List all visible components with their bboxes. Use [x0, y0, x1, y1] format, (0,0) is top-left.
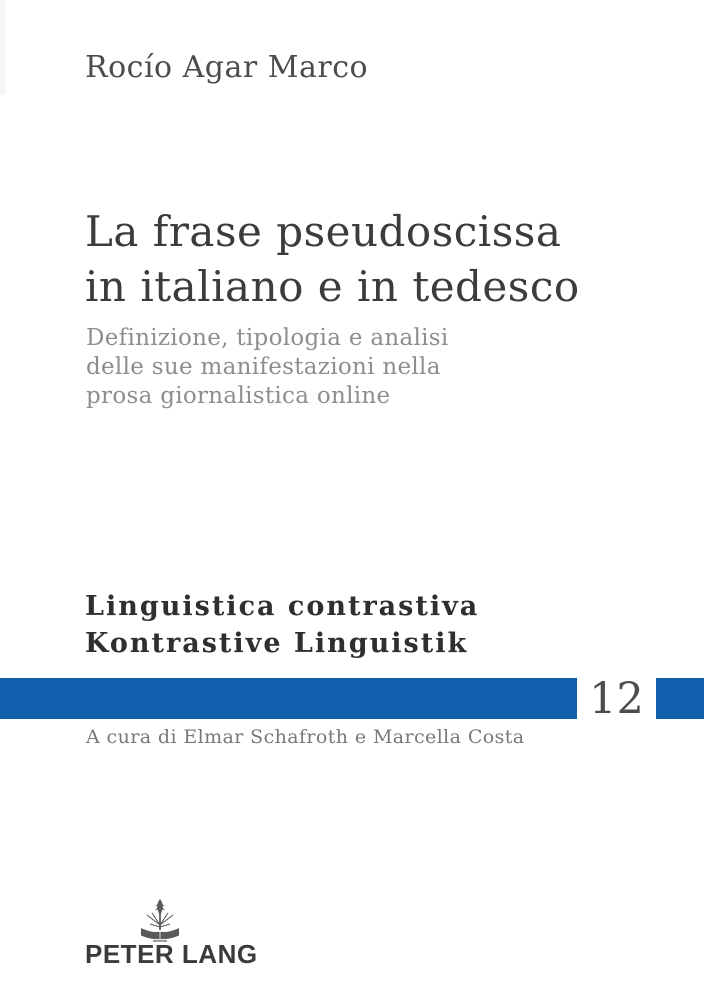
series-band-right: [656, 678, 704, 719]
book-subtitle: [86, 324, 449, 411]
editors-line: A cura di Elmar Schafroth e Marcella Costa: [86, 726, 525, 748]
series-band-main: [0, 678, 577, 719]
book-title-line-1: La frase pseudoscissa: [85, 207, 562, 256]
series-title: [85, 588, 479, 662]
series-volume-number: 12: [589, 674, 644, 724]
scan-edge-artifact: [0, 0, 6, 95]
book-subtitle-line-2: delle sue manifestazioni nella: [86, 354, 441, 380]
book-subtitle-line-1: Definizione, tipologia e analisi: [86, 325, 449, 351]
book-subtitle-line-3: prosa giornalistica online: [86, 383, 391, 409]
series-title-line-2: Kontrastive Linguistik: [85, 628, 469, 659]
author-name: Rocío Agar Marco: [85, 50, 369, 85]
peter-lang-emblem-icon: [139, 898, 181, 942]
book-title: [85, 204, 580, 314]
series-title-line-1: Linguistica contrastiva: [85, 591, 480, 622]
book-title-line-2: in italiano e in tedesco: [85, 262, 580, 311]
publisher-wordmark: PETER LANG: [85, 939, 258, 969]
